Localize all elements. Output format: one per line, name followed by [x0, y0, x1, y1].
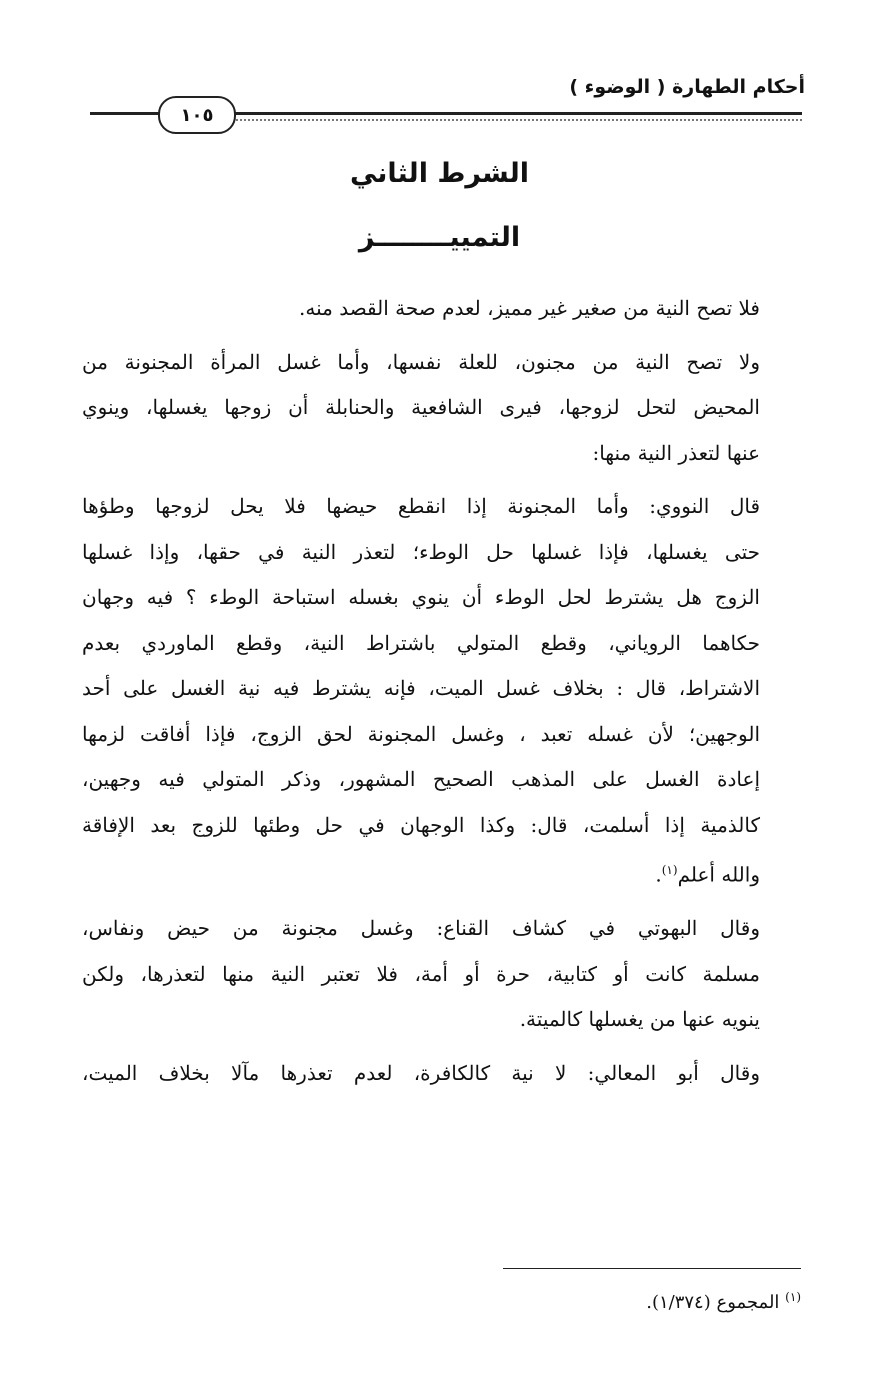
- text-line: فلا تصح النية من صغير غير مميز، لعدم صحة القصد منه.: [299, 296, 760, 320]
- footnote-text: المجموع (١/٣٧٤).: [646, 1292, 780, 1313]
- text-line: وقال البهوتي في كشاف القناع: وغسل مجنونة من حيض ونفاس،: [82, 916, 760, 941]
- body-text: [82, 286, 800, 1104]
- section-title: الشرط الثاني: [349, 158, 530, 189]
- paragraph: [82, 484, 800, 898]
- footnote-marker: (١): [785, 1290, 801, 1304]
- page-number: ١٠٥: [158, 96, 236, 134]
- text-line: قال النووي: وأما المجنونة إذا انقطع حيضها فلا يحل لزوجها وطؤها: [82, 494, 760, 518]
- text-line-with-footnote: [82, 848, 800, 898]
- text-line: مسلمة كانت أو كتابية، حرة أو أمة، فلا تعتبر النية منها لتعذرها، ولكن: [82, 961, 760, 986]
- text-line: وقال أبو المعالي: لا نية كالكافرة، لعدم تعذرها مآلا بخلاف الميت،: [82, 1060, 760, 1085]
- footnote-separator: [503, 1268, 801, 1269]
- running-header: أحكام الطهارة ( الوضوء ): [569, 76, 805, 98]
- paragraph: [82, 286, 800, 332]
- paragraph: [82, 340, 800, 477]
- header-dotted-rule: [225, 119, 802, 121]
- text-line: ينويه عنها من يغسلها كالميتة.: [519, 1007, 760, 1032]
- footnote: [646, 1290, 801, 1313]
- section-subtitle: التمييــــــــز: [358, 222, 521, 253]
- text-line: المحيض لتحل لزوجها، فيرى الشافعية والحنابلة أن زوجها يغسلها، وينوي: [82, 395, 760, 419]
- paragraph: [82, 1051, 800, 1097]
- text-line: الاشتراط، قال : بخلاف غسل الميت، فإنه يشترط فيه نية الغسل على أحد: [82, 676, 760, 700]
- text-line: الوجهين؛ لأن غسله تعبد ، وغسل المجنونة لحق الزوج، فإذا أفاقت لزمها: [82, 721, 760, 746]
- text-line: ولا تصح النية من مجنون، للعلة نفسها، وأما غسل المرأة المجنونة من: [82, 349, 760, 374]
- text-line: إعادة الغسل على المذهب الصحيح المشهور، وذكر المتولي فيه وجهين،: [82, 767, 760, 791]
- footnote-reference[interactable]: (١): [661, 863, 678, 877]
- text-line: كالذمية إذا أسلمت، قال: وكذا الوجهان في حل وطئها للزوج بعد الإفاقة: [82, 812, 760, 837]
- text-line: عنها لتعذر النية منها:: [592, 440, 760, 465]
- punctuation: .: [655, 862, 662, 887]
- text-line: حتى يغسلها، فإذا غسلها حل الوطء؛ لتعذر النية في حقها، وإذا غسلها: [82, 539, 760, 564]
- text-line: الزوج هل يشترط لحل الوطء أن ينوي بغسله استباحة الوطء ؟ فيه وجهان: [82, 585, 760, 609]
- text-line: حكاهما الروياني، وقطع المتولي باشتراط النية، وقطع الماوردي بعدم: [82, 630, 760, 655]
- paragraph: [82, 906, 800, 1043]
- text-line: والله أعلم: [677, 862, 760, 887]
